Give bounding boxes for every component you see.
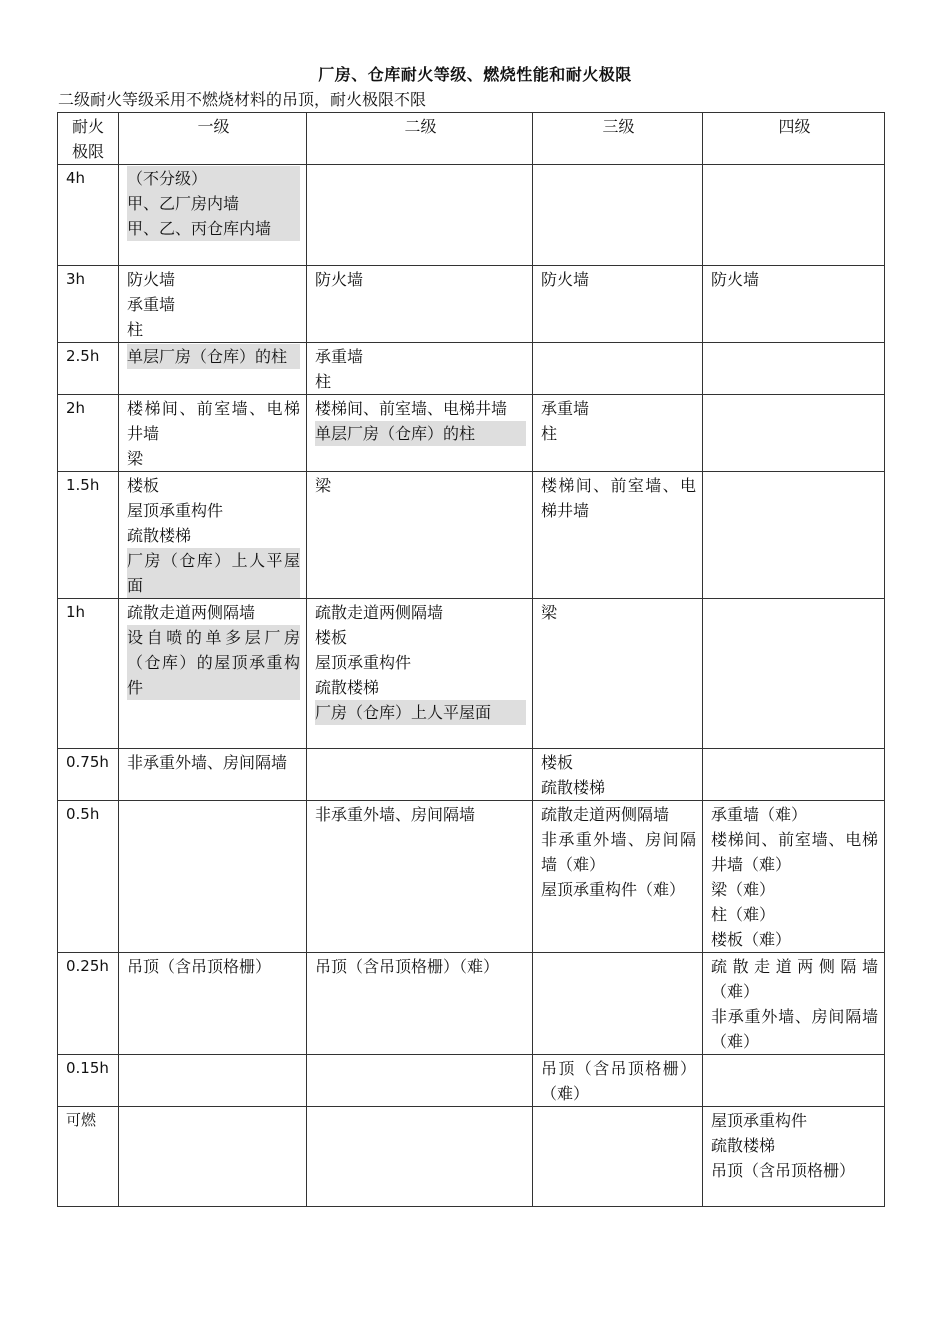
cell-grade4 bbox=[703, 395, 885, 472]
cell-grade2 bbox=[307, 165, 533, 266]
header-grade1: 一级 bbox=[119, 113, 307, 165]
cell-grade2 bbox=[307, 749, 533, 801]
cell-entry: 梁（难） bbox=[711, 880, 776, 899]
cell-entry: （不分级） bbox=[127, 166, 300, 191]
cell-entry: 非承重外墙、房间隔墙（难） bbox=[711, 1007, 878, 1051]
cell-entry: 楼板 bbox=[127, 476, 160, 495]
cell-grade3 bbox=[533, 343, 703, 395]
cell-grade1 bbox=[119, 749, 307, 801]
fire-limit-cell: 可燃 bbox=[58, 1107, 119, 1207]
cell-entry: 承重墙 bbox=[541, 399, 590, 418]
cell-entry: 承重墙（难） bbox=[711, 805, 808, 824]
cell-grade4 bbox=[703, 165, 885, 266]
cell-grade3 bbox=[533, 749, 703, 801]
cell-grade4 bbox=[703, 599, 885, 749]
fire-limit-cell: 4h bbox=[58, 165, 119, 266]
cell-grade4 bbox=[703, 266, 885, 343]
fire-limit-cell: 0.15h bbox=[58, 1055, 119, 1107]
fire-limit-cell: 0.25h bbox=[58, 953, 119, 1055]
fire-limit-cell: 2.5h bbox=[58, 343, 119, 395]
cell-entry: 甲、乙、丙仓库内墙 bbox=[127, 216, 300, 241]
cell-entry: 梁 bbox=[315, 476, 332, 495]
cell-grade1 bbox=[119, 266, 307, 343]
cell-entry: 楼板（难） bbox=[711, 930, 792, 949]
cell-grade3 bbox=[533, 953, 703, 1055]
fire-limit-cell: 1.5h bbox=[58, 472, 119, 599]
cell-grade2 bbox=[307, 1107, 533, 1207]
cell-entry: 甲、乙厂房内墙 bbox=[127, 191, 300, 216]
cell-entry: 屋顶承重构件 bbox=[315, 653, 412, 672]
table-row bbox=[58, 749, 885, 801]
cell-grade1 bbox=[119, 343, 307, 395]
cell-grade2 bbox=[307, 801, 533, 953]
cell-entry: 非承重外墙、房间隔墙 bbox=[315, 805, 476, 824]
cell-entry: 疏散走道两侧隔墙（难） bbox=[711, 957, 878, 1001]
cell-grade4 bbox=[703, 953, 885, 1055]
cell-grade2 bbox=[307, 266, 533, 343]
table-row bbox=[58, 395, 885, 472]
cell-entry: 柱（难） bbox=[711, 905, 776, 924]
cell-entry: 单层厂房（仓库）的柱 bbox=[315, 421, 526, 446]
table-row bbox=[58, 1107, 885, 1207]
document-note: 二级耐火等级采用不燃烧材料的吊顶，耐火极限不限 bbox=[58, 90, 427, 109]
fire-limit-cell: 0.75h bbox=[58, 749, 119, 801]
cell-grade3 bbox=[533, 165, 703, 266]
cell-entry: 吊顶（含吊顶格栅） bbox=[127, 957, 272, 976]
table-body bbox=[58, 165, 885, 1207]
cell-entry: 疏散楼梯 bbox=[541, 778, 606, 797]
cell-grade1 bbox=[119, 1107, 307, 1207]
cell-entry: 承重墙 bbox=[315, 347, 364, 366]
cell-entry: 梁 bbox=[541, 603, 558, 622]
cell-grade2 bbox=[307, 395, 533, 472]
cell-entry: 柱 bbox=[127, 320, 144, 339]
table-row bbox=[58, 599, 885, 749]
fire-limit-cell: 0.5h bbox=[58, 801, 119, 953]
header-limit-line1: 耐火 bbox=[71, 117, 104, 136]
cell-entry: 楼梯间、前室墙、电梯井墙（难） bbox=[711, 830, 878, 874]
fire-resistance-table bbox=[57, 112, 885, 1207]
cell-grade2 bbox=[307, 1055, 533, 1107]
cell-grade4 bbox=[703, 472, 885, 599]
cell-grade2 bbox=[307, 472, 533, 599]
cell-grade3 bbox=[533, 1107, 703, 1207]
cell-entry: 疏散走道两侧隔墙 bbox=[127, 603, 256, 622]
fire-limit-cell: 1h bbox=[58, 599, 119, 749]
cell-entry: 楼板 bbox=[315, 628, 348, 647]
cell-entry: 楼梯间、前室墙、电梯井墙 bbox=[315, 399, 508, 418]
cell-grade3 bbox=[533, 266, 703, 343]
cell-entry: 柱 bbox=[315, 372, 332, 391]
cell-grade3 bbox=[533, 801, 703, 953]
cell-entry: 非承重外墙、房间隔墙 bbox=[127, 753, 288, 772]
cell-entry: 疏散走道两侧隔墙 bbox=[541, 805, 670, 824]
cell-grade1 bbox=[119, 395, 307, 472]
cell-entry: 疏散楼梯 bbox=[127, 526, 192, 545]
cell-grade2 bbox=[307, 343, 533, 395]
table-row bbox=[58, 343, 885, 395]
header-grade4: 四级 bbox=[703, 113, 885, 165]
table-row bbox=[58, 266, 885, 343]
cell-grade3 bbox=[533, 395, 703, 472]
cell-entry: 梁 bbox=[127, 449, 144, 468]
table-row bbox=[58, 472, 885, 599]
cell-entry: 防火墙 bbox=[711, 270, 760, 289]
cell-entry: 厂房（仓库）上人平屋面 bbox=[315, 700, 526, 725]
cell-grade2 bbox=[307, 599, 533, 749]
fire-limit-cell: 2h bbox=[58, 395, 119, 472]
cell-grade4 bbox=[703, 1055, 885, 1107]
cell-entry: 非承重外墙、房间隔墙（难） bbox=[541, 830, 696, 874]
cell-grade1 bbox=[119, 1055, 307, 1107]
cell-grade2 bbox=[307, 953, 533, 1055]
header-grade2: 二级 bbox=[307, 113, 533, 165]
cell-entry: 疏散楼梯 bbox=[315, 678, 380, 697]
cell-entry: 防火墙 bbox=[127, 270, 176, 289]
cell-entry: 厂房（仓库）上人平屋面 bbox=[127, 548, 300, 598]
cell-grade4 bbox=[703, 801, 885, 953]
cell-entry: 楼梯间、前室墙、电梯井墙 bbox=[127, 399, 300, 443]
cell-entry: 楼梯间、前室墙、电梯井墙 bbox=[541, 476, 696, 520]
cell-entry: 疏散走道两侧隔墙 bbox=[315, 603, 444, 622]
cell-entry: 吊顶（含吊顶格栅）（难） bbox=[541, 1059, 696, 1103]
cell-grade1 bbox=[119, 599, 307, 749]
cell-grade3 bbox=[533, 599, 703, 749]
cell-grade3 bbox=[533, 472, 703, 599]
cell-entry: 吊顶（含吊顶格栅）（难） bbox=[315, 957, 500, 976]
table-row bbox=[58, 165, 885, 266]
cell-entry: 单层厂房（仓库）的柱 bbox=[127, 344, 300, 369]
cell-grade1 bbox=[119, 472, 307, 599]
cell-entry: 屋顶承重构件 bbox=[711, 1111, 808, 1130]
cell-grade4 bbox=[703, 749, 885, 801]
cell-entry: 屋顶承重构件（难） bbox=[541, 880, 686, 899]
cell-entry: 吊顶（含吊顶格栅） bbox=[711, 1161, 856, 1180]
fire-limit-cell: 3h bbox=[58, 266, 119, 343]
cell-grade4 bbox=[703, 1107, 885, 1207]
cell-entry: 防火墙 bbox=[541, 270, 590, 289]
document-title: 厂房、仓库耐火等级、燃烧性能和耐火极限 bbox=[318, 65, 632, 84]
cell-entry: 防火墙 bbox=[315, 270, 364, 289]
table-row bbox=[58, 1055, 885, 1107]
header-limit-line2: 极限 bbox=[71, 142, 104, 161]
cell-entry: 楼板 bbox=[541, 753, 574, 772]
cell-grade1 bbox=[119, 165, 307, 266]
cell-entry: 设自喷的单多层厂房（仓库）的屋顶承重构件 bbox=[127, 625, 300, 700]
cell-grade4 bbox=[703, 343, 885, 395]
table-row bbox=[58, 801, 885, 953]
table-header-row bbox=[58, 113, 885, 165]
cell-grade1 bbox=[119, 953, 307, 1055]
cell-entry: 柱 bbox=[541, 424, 558, 443]
cell-entry: 疏散楼梯 bbox=[711, 1136, 776, 1155]
cell-grade3 bbox=[533, 1055, 703, 1107]
cell-entry: 屋顶承重构件 bbox=[127, 501, 224, 520]
cell-grade1 bbox=[119, 801, 307, 953]
header-fire-limit bbox=[58, 113, 119, 165]
table-row bbox=[58, 953, 885, 1055]
header-grade3: 三级 bbox=[533, 113, 703, 165]
cell-entry: 承重墙 bbox=[127, 295, 176, 314]
